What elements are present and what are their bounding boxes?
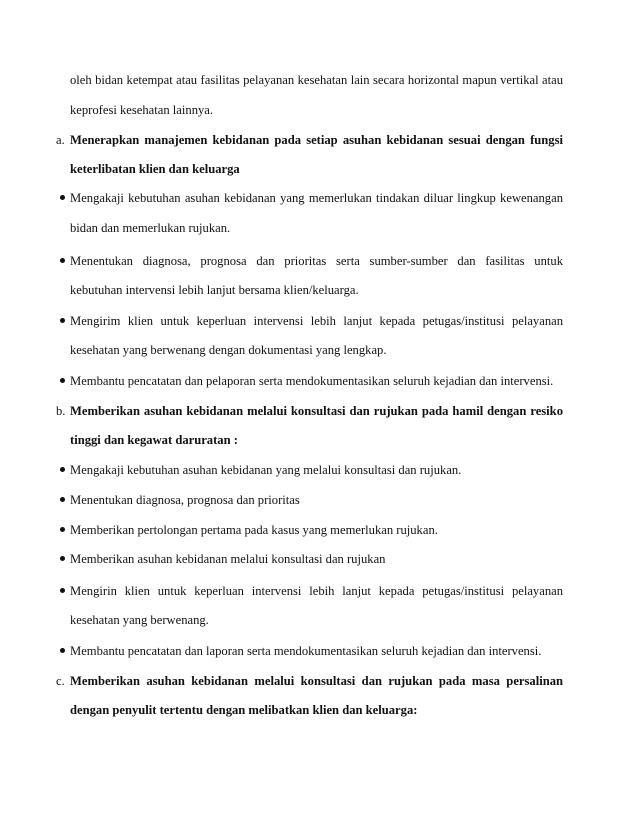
bullet-icon — [60, 258, 65, 263]
list-marker-b: b. — [56, 404, 66, 418]
list-item: Menentukan diagnosa, prognosa dan prioritas — [70, 493, 300, 507]
bullet-icon — [60, 527, 65, 532]
list-item: Mengakaji kebutuhan asuhan kebidanan yang melalui konsultasi dan rujukan. — [70, 463, 462, 477]
list-item: Mengirin klien untuk keperluan intervensi lebih lanjut kepada petugas/institusi pelayanan — [70, 584, 563, 598]
bullet-icon — [60, 648, 65, 653]
bullet-icon — [60, 195, 65, 200]
bullet-icon — [60, 588, 65, 593]
list-item: Menentukan diagnosa, prognosa dan prioritas serta sumber-sumber dan fasilitas untuk — [70, 254, 563, 268]
list-item: kebutuhan intervensi lebih lanjut bersama klien/keluarga. — [70, 283, 359, 297]
list-item: Mengakaji kebutuhan asuhan kebidanan yang memerlukan tindakan diluar lingkup kewenangan — [70, 191, 563, 205]
paragraph-line: oleh bidan ketempat atau fasilitas pelayanan kesehatan lain secara horizontal mapun vertikal atau — [70, 73, 563, 87]
section-heading-line: Memberikan asuhan kebidanan melalui konsultasi dan rujukan pada hamil dengan resiko — [70, 404, 563, 418]
bullet-icon — [60, 467, 65, 472]
list-item: kesehatan yang berwenang. — [70, 613, 209, 627]
list-item: bidan dan memerlukan rujukan. — [70, 221, 231, 235]
section-heading-line: Memberikan asuhan kebidanan melalui konsultasi dan rujukan pada masa persalinan — [70, 674, 563, 688]
list-item: Membantu pencatatan dan laporan serta mendokumentasikan seluruh kejadian dan intervensi. — [70, 644, 542, 658]
list-item: Membantu pencatatan dan pelaporan serta mendokumentasikan seluruh kejadian dan intervensi. — [70, 374, 554, 388]
list-item: Memberikan asuhan kebidanan melalui konsultasi dan rujukan — [70, 552, 386, 566]
list-item: Memberikan pertolongan pertama pada kasus yang memerlukan rujukan. — [70, 523, 438, 537]
bullet-icon — [60, 318, 65, 323]
list-marker-a: a. — [56, 133, 65, 147]
paragraph-line: keprofesi kesehatan lainnya. — [70, 103, 214, 117]
list-marker-c: c. — [56, 674, 65, 688]
section-heading-line: dengan penyulit tertentu dengan melibatkan klien dan keluarga: — [70, 703, 418, 717]
list-item: Mengirim klien untuk keperluan intervensi lebih lanjut kepada petugas/institusi pelayanan — [70, 314, 563, 328]
list-item: kesehatan yang berwenang dengan dokumentasi yang lengkap. — [70, 343, 387, 357]
section-heading-line: Menerapkan manajemen kebidanan pada setiap asuhan kebidanan sesuai dengan fungsi — [70, 133, 563, 147]
bullet-icon — [60, 497, 65, 502]
bullet-icon — [60, 378, 65, 383]
section-heading-line: keterlibatan klien dan keluarga — [70, 162, 240, 176]
bullet-icon — [60, 556, 65, 561]
section-heading-line: tinggi dan kegawat daruratan : — [70, 433, 238, 447]
